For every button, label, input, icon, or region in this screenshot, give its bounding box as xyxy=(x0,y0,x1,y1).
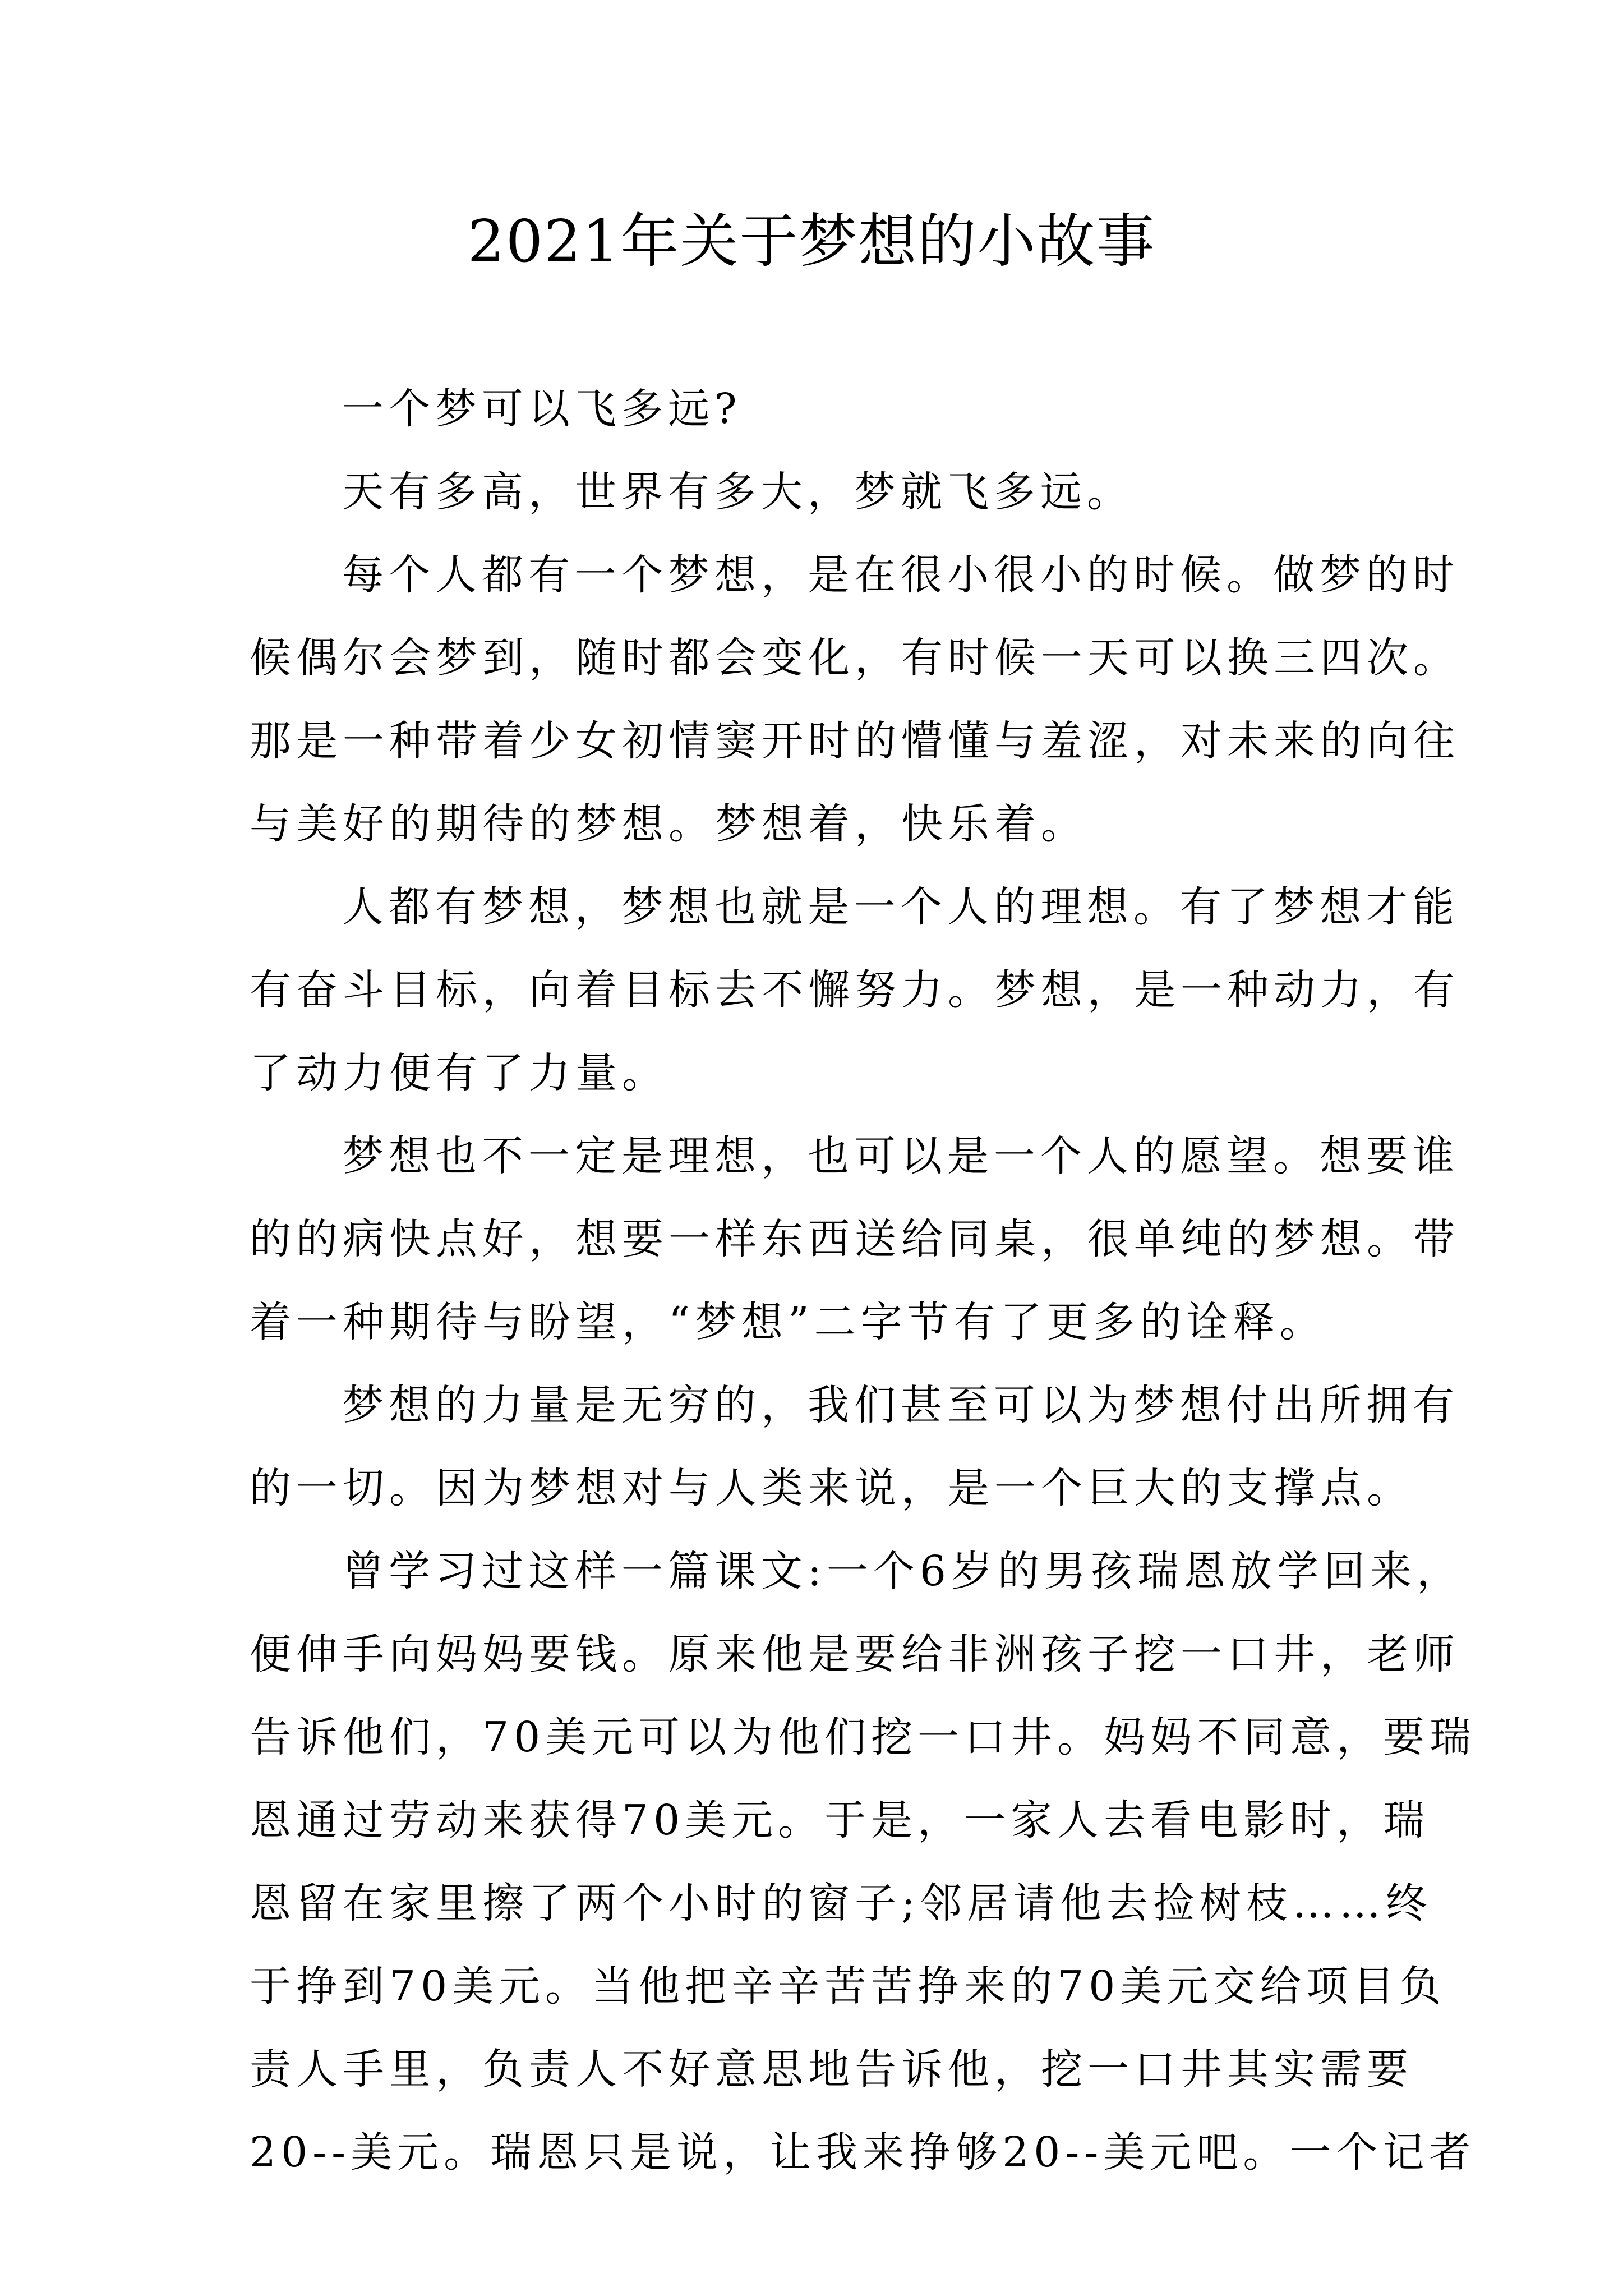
text-line: 的一切。因为梦想对与人类来说，是一个巨大的支撑点。 xyxy=(250,1464,1413,1512)
text-line: 与美好的期待的梦想。梦想着，快乐着。 xyxy=(250,800,1087,848)
text-line: 告诉他们，70美元可以为他们挖一口井。妈妈不同意，要瑞 xyxy=(250,1713,1477,1761)
text-line: 便伸手向妈妈要钱。原来他是要给非洲孩子挖一口井，老师 xyxy=(250,1630,1460,1678)
text-line: 每个人都有一个梦想，是在很小很小的时候。做梦的时 xyxy=(342,551,1459,599)
text-line: 那是一种带着少女初情窦开时的懵懂与羞涩，对未来的向往 xyxy=(250,717,1460,765)
text-line: 于挣到70美元。当他把辛辛苦苦挣来的70美元交给项目负 xyxy=(250,1962,1446,2010)
text-line: 责人手里，负责人不好意思地告诉他，挖一口井其实需要 xyxy=(250,2045,1413,2093)
text-line: 的的病快点好，想要一样东西送给同桌，很单纯的梦想。带 xyxy=(250,1215,1460,1263)
text-line: 恩通过劳动来获得70美元。于是，一家人去看电影时，瑞 xyxy=(250,1796,1430,1844)
text-line: 了动力便有了力量。 xyxy=(250,1049,668,1097)
text-line: 梦想也不一定是理想，也可以是一个人的愿望。想要谁 xyxy=(342,1132,1459,1180)
text-line: 天有多高，世界有多大，梦就飞多远。 xyxy=(342,468,1133,516)
text-line: 有奋斗目标，向着目标去不懈努力。梦想，是一种动力，有 xyxy=(250,966,1460,1014)
text-line: 着一种期待与盼望，“梦想”二字节有了更多的诠释。 xyxy=(250,1298,1326,1346)
text-line: 一个梦可以飞多远? xyxy=(342,385,742,433)
document-body xyxy=(250,367,1477,2194)
text-line: 候偶尔会梦到，随时都会变化，有时候一天可以换三四次。 xyxy=(250,634,1460,682)
text-line: 20--美元。瑞恩只是说，让我来挣够20--美元吧。一个记者 xyxy=(250,2128,1476,2177)
text-line: 梦想的力量是无穷的，我们甚至可以为梦想付出所拥有 xyxy=(342,1381,1459,1429)
document-title: 2021年关于梦想的小故事 xyxy=(467,207,1156,275)
text-line: 人都有梦想，梦想也就是一个人的理想。有了梦想才能 xyxy=(342,883,1459,931)
text-line: 曾学习过这样一篇课文:一个6岁的男孩瑞恩放学回来， xyxy=(342,1547,1464,1595)
text-line: 恩留在家里擦了两个小时的窗子;邻居请他去捡树枝……终 xyxy=(250,1879,1432,1927)
